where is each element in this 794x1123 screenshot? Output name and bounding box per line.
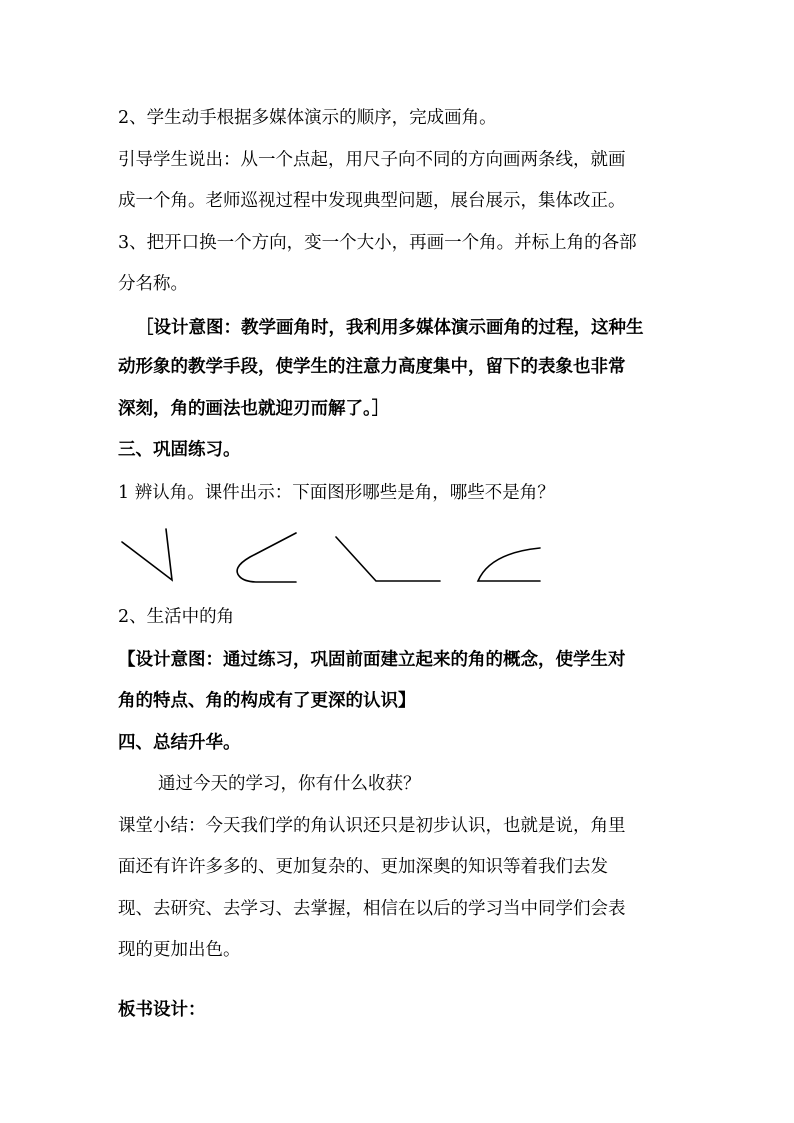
angle-figure-3 [336,537,440,581]
summary-line-4: 现的更加出色。 [118,940,241,960]
paragraph-step-3-line-2: 分名称。 [118,274,188,294]
summary-line-3: 现、去研究、去学习、去掌握，相信在以后的学习当中同学们会表 [118,899,626,919]
angle-figure-2 [237,533,296,582]
summary-line-1: 课堂小结：今天我们学的角认识还只是初步认识，也就是说，角里 [118,816,626,836]
angle-figure-1 [122,529,172,580]
paragraph-step-2: 2、学生动手根据多媒体演示的顺序，完成画角。 [118,108,497,128]
question-identify-angles: 1 辨认角。课件出示：下面图形哪些是角，哪些不是角？ [118,483,555,503]
paragraph-guide-line-1: 引导学生说出：从一个点起，用尺子向不同的方向画两条线，就画 [118,150,626,170]
question-life-angles: 2、生活中的角 [118,607,235,627]
summary-line-2: 面还有许许多多的、更加复杂的、更加深奥的知识等着我们去发 [118,857,608,877]
design-intent-1-line-3: 深刻，角的画法也就迎刃而解了。］ [118,399,390,419]
angle-figures [118,525,558,595]
paragraph-step-3-line-1: 3、把开口换一个方向，变一个大小，再画一个角。并标上角的各部 [118,233,637,253]
summary-question: 通过今天的学习，你有什么收获？ [158,774,421,794]
section-heading-4: 四、总结升华。 [118,733,241,753]
design-intent-1-line-2: 动形象的教学手段，使学生的注意力高度集中，留下的表象也非常 [118,357,626,377]
angle-figure-4 [478,548,540,581]
design-intent-2-line-1: 【设计意图：通过练习，巩固前面建立起来的角的概念，使学生对 [118,650,626,670]
paragraph-guide-line-2: 成一个角。老师巡视过程中发现典型问题，展台展示，集体改正。 [118,191,626,211]
design-intent-2-line-2: 角的特点、角的构成有了更深的认识】 [118,691,416,711]
design-intent-1-line-1: ［设计意图：教学画角时，我利用多媒体演示画角的过程，这种生 [136,318,644,338]
board-design-heading: 板书设计： [118,1000,206,1020]
section-heading-3: 三、巩固练习。 [118,440,241,460]
